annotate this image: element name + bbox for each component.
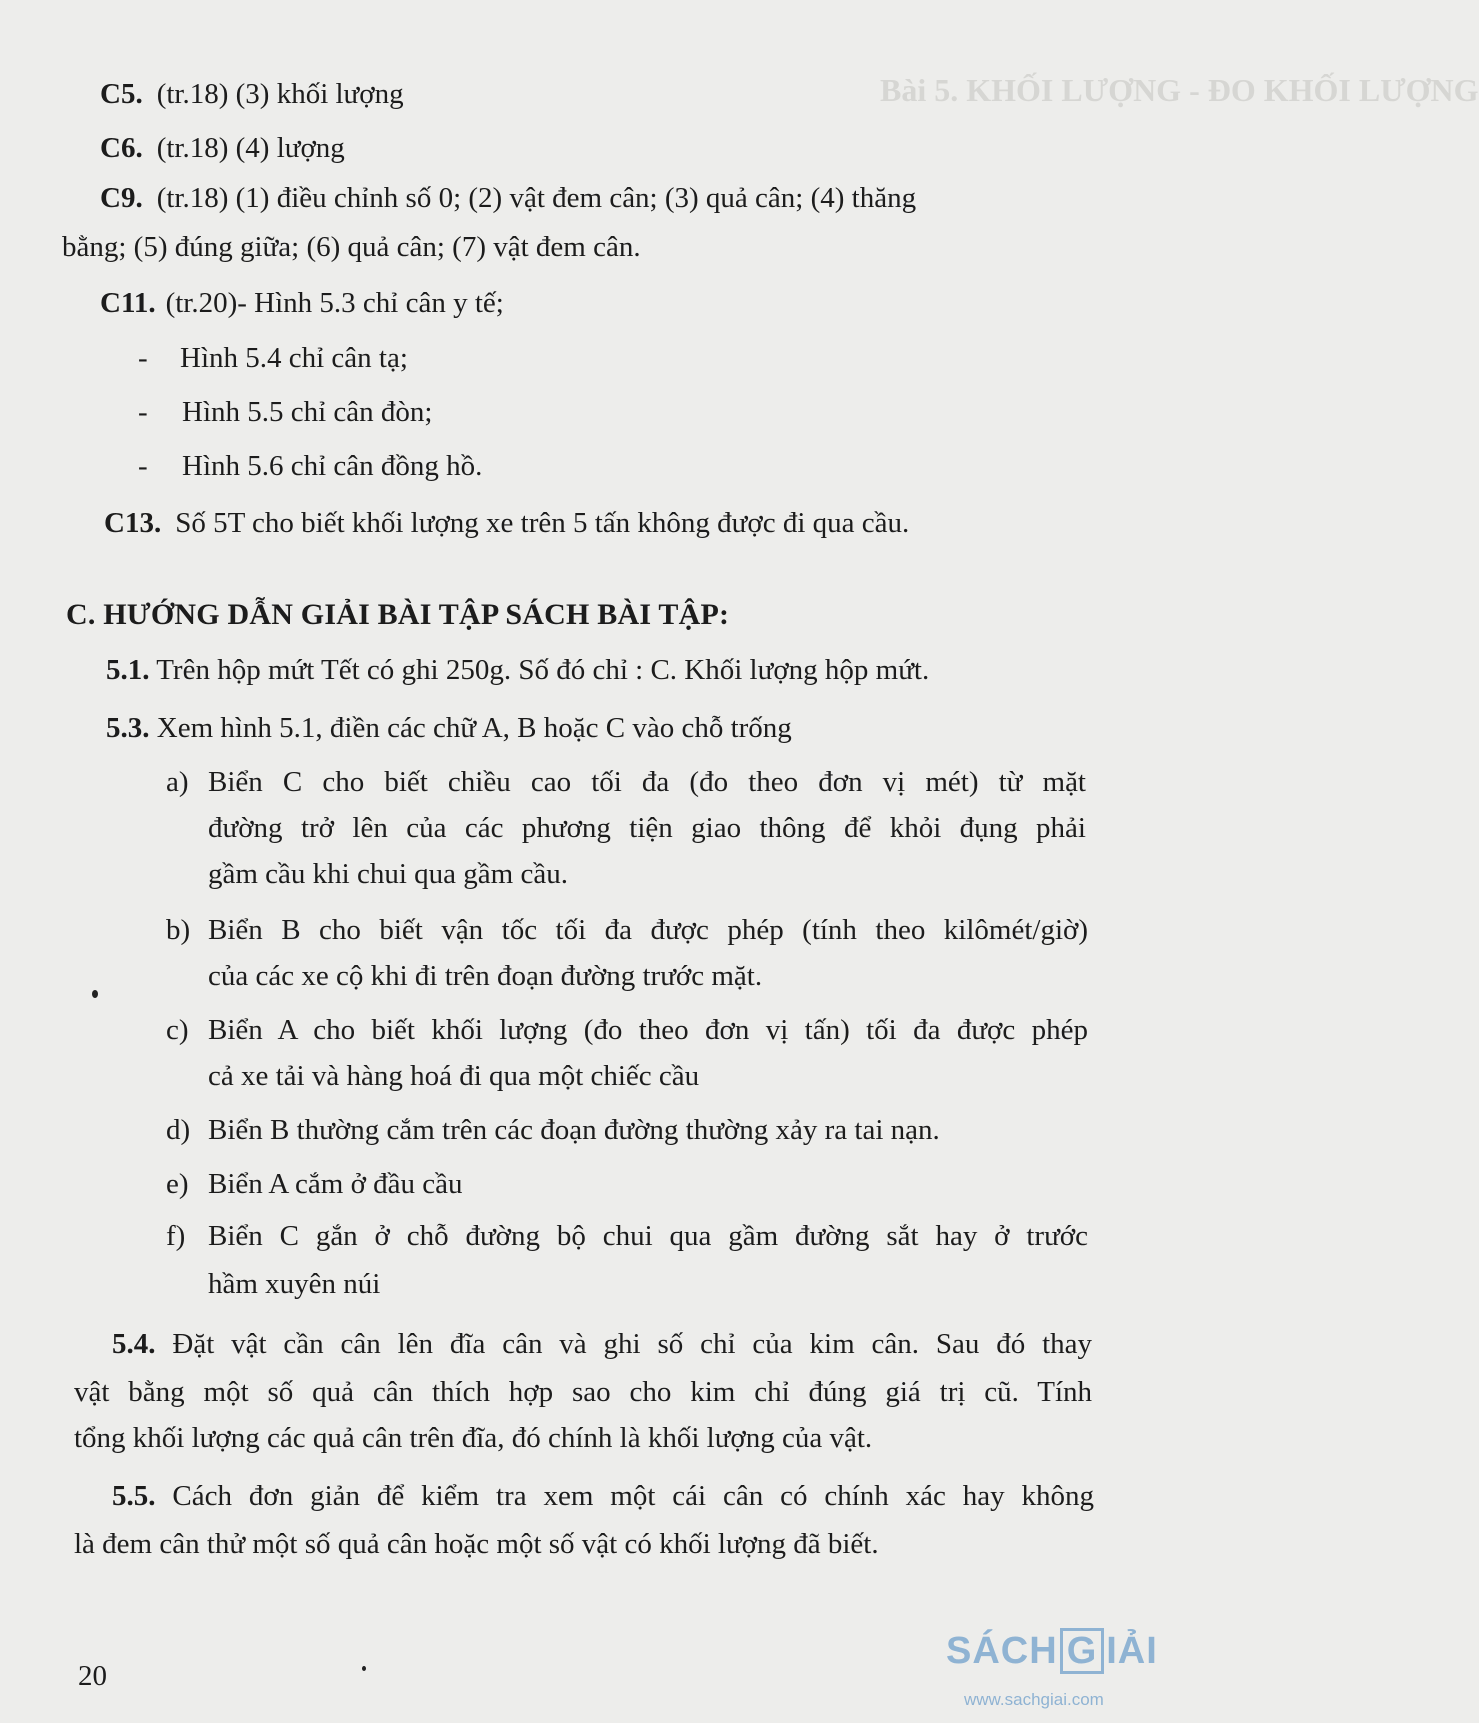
page-number: 20 bbox=[78, 1660, 107, 1692]
item-d-letter: d) bbox=[166, 1114, 191, 1146]
item-c-line1: Biển A cho biết khối lượng (đo theo đơn vị tấn) tối đa được phép bbox=[208, 1014, 1088, 1046]
exercise-5-1 bbox=[106, 652, 929, 688]
answer-text: (tr.20)- Hình 5.3 chỉ cân y tế; bbox=[165, 287, 504, 319]
answer-text: (tr.18) (1) điều chỉnh số 0; (2) vật đem cân; (3) quả cân; (4) thăng bbox=[156, 182, 917, 214]
answer-text: (tr.18) (4) lượng bbox=[156, 132, 345, 164]
exercise-label: 5.5. bbox=[112, 1480, 156, 1512]
c11-bullet-2: - Hình 5.5 chỉ cân đòn; bbox=[138, 396, 433, 428]
answer-c11 bbox=[100, 285, 504, 321]
watermark-brand: SÁCH G IẢI bbox=[946, 1630, 1158, 1672]
answer-text: Số 5T cho biết khối lượng xe trên 5 tấn không được đi qua cầu. bbox=[175, 507, 910, 539]
answer-text: (tr.18) (3) khối lượng bbox=[156, 78, 404, 110]
exercise-text: Xem hình 5.1, điền các chữ A, B hoặc C vào chỗ trống bbox=[156, 712, 792, 744]
item-e-line1: Biển A cắm ở đầu cầu bbox=[208, 1168, 463, 1200]
c11-bullet-3: - Hình 5.6 chỉ cân đồng hồ. bbox=[138, 450, 483, 482]
answer-c6 bbox=[100, 130, 345, 166]
section-heading: C. HƯỚNG DẪN GIẢI BÀI TẬP SÁCH BÀI TẬP: bbox=[66, 598, 730, 631]
exercise-5-4-line1 bbox=[112, 1326, 1092, 1362]
item-a-letter: a) bbox=[166, 766, 189, 798]
item-f-line1: Biển C gắn ở chỗ đường bộ chui qua gầm đường sắt hay ở trước bbox=[208, 1220, 1088, 1252]
answer-label: C5. bbox=[100, 78, 143, 110]
item-a-line2: đường trở lên của các phương tiện giao thông để khỏi đụng phải bbox=[208, 812, 1086, 844]
exercise-text: Trên hộp mứt Tết có ghi 250g. Số đó chỉ : C. Khối lượng hộp mứt. bbox=[156, 654, 930, 686]
exercise-text: Đặt vật cần cân lên đĩa cân và ghi số chỉ của kim cân. Sau đó thay bbox=[172, 1328, 1093, 1360]
item-c-line2: cả xe tải và hàng hoá đi qua một chiếc cầu bbox=[208, 1060, 700, 1092]
exercise-label: 5.3. bbox=[106, 712, 150, 744]
item-d-line1: Biển B thường cắm trên các đoạn đường thường xảy ra tai nạn. bbox=[208, 1114, 940, 1146]
bullet-text: Hình 5.5 chỉ cân đòn; bbox=[182, 396, 433, 428]
item-e-letter: e) bbox=[166, 1168, 189, 1200]
item-b-line1: Biển B cho biết vận tốc tối đa được phép (tính theo kilômét/giờ) bbox=[208, 914, 1088, 946]
answer-label: C11. bbox=[100, 287, 156, 319]
item-c-letter: c) bbox=[166, 1014, 189, 1046]
item-b-line2: của các xe cộ khi đi trên đoạn đường trước mặt. bbox=[208, 960, 763, 992]
exercise-5-4-line2: vật bằng một số quả cân thích hợp sao cho kim chỉ đúng giá trị cũ. Tính bbox=[74, 1376, 1092, 1408]
exercise-5-4-line3: tổng khối lượng các quả cân trên đĩa, đó chính là khối lượng của vật. bbox=[74, 1422, 873, 1454]
item-a-line1: Biển C cho biết chiều cao tối đa (đo theo đơn vị mét) từ mặt bbox=[208, 766, 1086, 798]
c11-bullet-1: - Hình 5.4 chỉ cân tạ; bbox=[138, 342, 408, 374]
watermark-logo bbox=[946, 1628, 1158, 1718]
exercise-5-3 bbox=[106, 710, 792, 746]
exercise-label: 5.4. bbox=[112, 1328, 156, 1360]
answer-label: C13. bbox=[104, 507, 162, 539]
answer-label: C9. bbox=[100, 182, 143, 214]
item-f-letter: f) bbox=[166, 1220, 186, 1252]
item-b-letter: b) bbox=[166, 914, 191, 946]
answer-c5 bbox=[100, 76, 404, 112]
ink-speck bbox=[92, 990, 98, 998]
exercise-label: 5.1. bbox=[106, 654, 150, 686]
answer-c13 bbox=[104, 505, 909, 541]
item-f-line2: hầm xuyên núi bbox=[208, 1268, 381, 1300]
exercise-5-5-line2: là đem cân thử một số quả cân hoặc một số vật có khối lượng đã biết. bbox=[74, 1528, 879, 1560]
bleed-through-title: Bài 5. KHỐI LƯỢNG - ĐO KHỐI LƯỢNG bbox=[880, 72, 1479, 108]
ink-speck bbox=[362, 1666, 366, 1671]
answer-label: C6. bbox=[100, 132, 143, 164]
answer-c9-line2: bằng; (5) đúng giữa; (6) quả cân; (7) vật đem cân. bbox=[62, 231, 641, 263]
exercise-5-5-line1 bbox=[112, 1478, 1094, 1514]
bullet-text: Hình 5.6 chỉ cân đồng hồ. bbox=[182, 450, 483, 482]
watermark-url: www.sachgiai.com bbox=[964, 1690, 1104, 1709]
exercise-text: Cách đơn giản để kiểm tra xem một cái cân có chính xác hay không bbox=[172, 1480, 1095, 1512]
answer-c9-line1 bbox=[100, 180, 916, 216]
item-a-line3: gầm cầu khi chui qua gầm cầu. bbox=[208, 858, 568, 890]
bullet-text: Hình 5.4 chỉ cân tạ; bbox=[180, 342, 408, 374]
